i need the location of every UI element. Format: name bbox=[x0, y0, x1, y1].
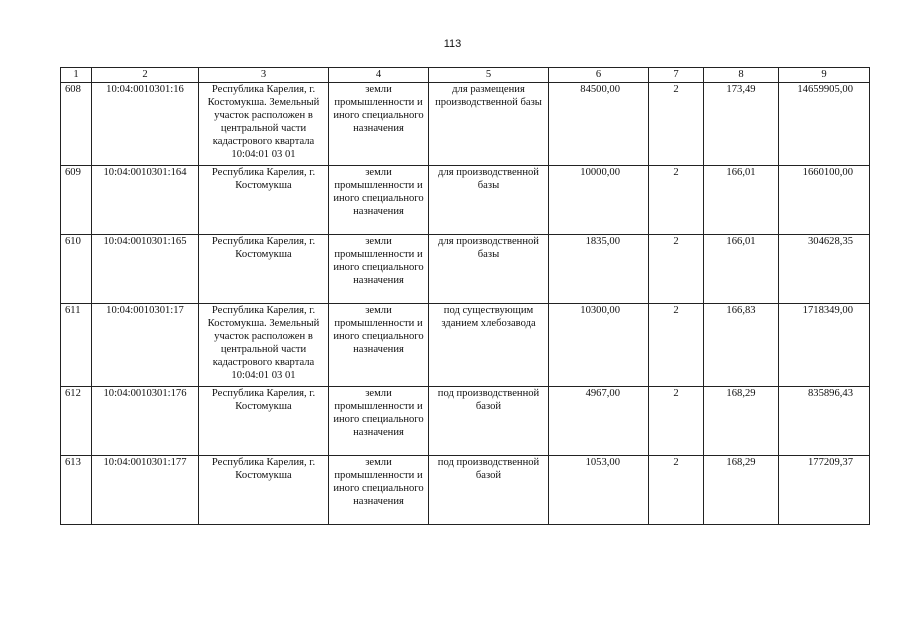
land-category: земли промышленности и иного специального назначения bbox=[329, 387, 429, 456]
group-number: 2 bbox=[649, 235, 704, 304]
location-description: Республика Карелия, г. Костомукша bbox=[199, 387, 329, 456]
permitted-use: для производственной базы bbox=[429, 166, 549, 235]
group-number: 2 bbox=[649, 456, 704, 525]
column-header: 1 bbox=[61, 68, 92, 83]
row-number: 609 bbox=[61, 166, 92, 235]
cadastral-value: 835896,43 bbox=[779, 387, 870, 456]
table-row bbox=[61, 83, 870, 166]
cadastral-number: 10:04:0010301:16 bbox=[92, 83, 199, 166]
land-category: земли промышленности и иного специального назначения bbox=[329, 166, 429, 235]
column-header: 7 bbox=[649, 68, 704, 83]
row-number: 613 bbox=[61, 456, 92, 525]
cadastral-number: 10:04:0010301:17 bbox=[92, 304, 199, 387]
table-row bbox=[61, 456, 870, 525]
group-number: 2 bbox=[649, 83, 704, 166]
specific-value: 166,83 bbox=[704, 304, 779, 387]
table-row bbox=[61, 304, 870, 387]
cadastral-number: 10:04:0010301:177 bbox=[92, 456, 199, 525]
specific-value: 166,01 bbox=[704, 166, 779, 235]
table-row bbox=[61, 235, 870, 304]
table-row bbox=[61, 166, 870, 235]
cadastral-value: 1660100,00 bbox=[779, 166, 870, 235]
land-area: 1053,00 bbox=[549, 456, 649, 525]
land-area: 1835,00 bbox=[549, 235, 649, 304]
permitted-use: под производственной базой bbox=[429, 456, 549, 525]
column-header: 9 bbox=[779, 68, 870, 83]
land-area: 10000,00 bbox=[549, 166, 649, 235]
row-number: 610 bbox=[61, 235, 92, 304]
land-category: земли промышленности и иного специального назначения bbox=[329, 83, 429, 166]
permitted-use: под существующим зданием хлебозавода bbox=[429, 304, 549, 387]
row-number: 612 bbox=[61, 387, 92, 456]
column-header: 6 bbox=[549, 68, 649, 83]
specific-value: 168,29 bbox=[704, 387, 779, 456]
column-header: 5 bbox=[429, 68, 549, 83]
cadastral-number: 10:04:0010301:164 bbox=[92, 166, 199, 235]
column-header: 2 bbox=[92, 68, 199, 83]
column-header: 8 bbox=[704, 68, 779, 83]
column-number-header-row bbox=[61, 68, 870, 83]
land-category: земли промышленности и иного специального назначения bbox=[329, 456, 429, 525]
row-number: 611 bbox=[61, 304, 92, 387]
group-number: 2 bbox=[649, 304, 704, 387]
location-description: Республика Карелия, г. Костомукша bbox=[199, 456, 329, 525]
cadastral-value: 177209,37 bbox=[779, 456, 870, 525]
land-category: земли промышленности и иного специального назначения bbox=[329, 304, 429, 387]
land-area: 84500,00 bbox=[549, 83, 649, 166]
specific-value: 166,01 bbox=[704, 235, 779, 304]
location-description: Республика Карелия, г. Костомукша bbox=[199, 235, 329, 304]
table-row bbox=[61, 387, 870, 456]
permitted-use: под производственной базой bbox=[429, 387, 549, 456]
group-number: 2 bbox=[649, 387, 704, 456]
specific-value: 168,29 bbox=[704, 456, 779, 525]
cadastral-value: 304628,35 bbox=[779, 235, 870, 304]
location-description: Республика Карелия, г. Костомукша. Земельный участок расположен в центральной части кадастрового квартала 10:04:01 03 01 bbox=[199, 83, 329, 166]
cadastral-number: 10:04:0010301:165 bbox=[92, 235, 199, 304]
location-description: Республика Карелия, г. Костомукша bbox=[199, 166, 329, 235]
land-area: 10300,00 bbox=[549, 304, 649, 387]
cadastral-value: 1718349,00 bbox=[779, 304, 870, 387]
specific-value: 173,49 bbox=[704, 83, 779, 166]
land-registry-table bbox=[60, 67, 870, 525]
land-area: 4967,00 bbox=[549, 387, 649, 456]
page-number: 113 bbox=[443, 38, 462, 50]
permitted-use: для производственной базы bbox=[429, 235, 549, 304]
column-header: 4 bbox=[329, 68, 429, 83]
column-header: 3 bbox=[199, 68, 329, 83]
cadastral-value: 14659905,00 bbox=[779, 83, 870, 166]
land-category: земли промышленности и иного специального назначения bbox=[329, 235, 429, 304]
location-description: Республика Карелия, г. Костомукша. Земельный участок расположен в центральной части кадастрового квартала 10:04:01 03 01 bbox=[199, 304, 329, 387]
row-number: 608 bbox=[61, 83, 92, 166]
permitted-use: для размещения производственной базы bbox=[429, 83, 549, 166]
group-number: 2 bbox=[649, 166, 704, 235]
cadastral-number: 10:04:0010301:176 bbox=[92, 387, 199, 456]
